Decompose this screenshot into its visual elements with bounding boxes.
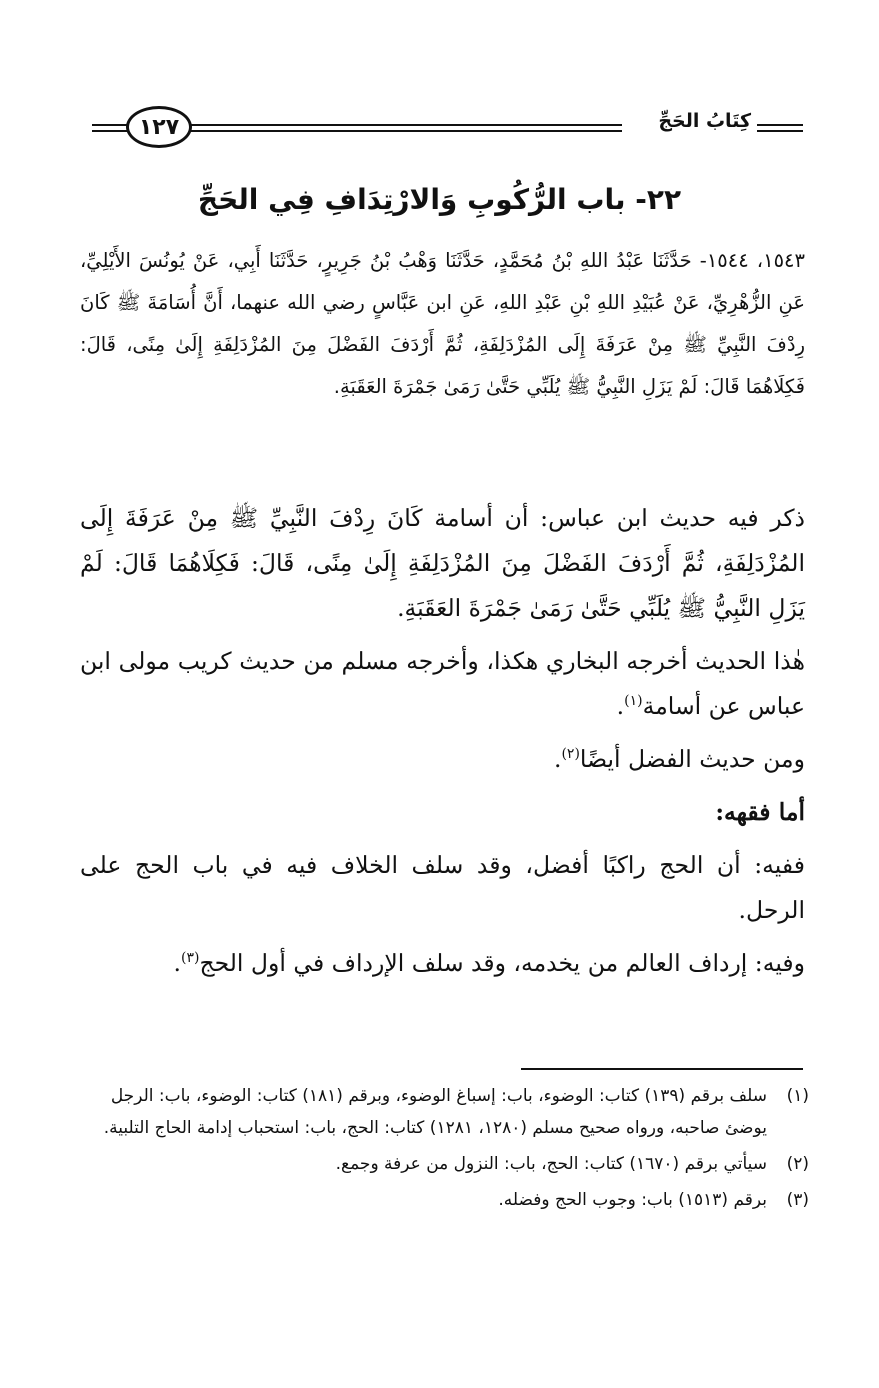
- footnote-divider: [521, 1068, 803, 1070]
- page-header: [82, 100, 807, 156]
- header-rule: [190, 124, 622, 126]
- page-number: ١٢٧: [126, 106, 192, 148]
- footnote-number: (٢): [786, 1154, 809, 1174]
- commentary-text: ومن حديث الفضل أيضًا: [579, 745, 805, 773]
- footnote-text: سيأتي برقم (١٦٧٠) كتاب: الحج، باب: النزول من عرفة وجمع.: [335, 1154, 767, 1174]
- commentary-paragraph: [80, 737, 805, 782]
- chapter-heading: ٢٢- باب الرُّكُوبِ وَالارْتِدَافِ فِي الحَجِّ: [197, 183, 682, 216]
- commentary-text: هٰذا الحديث أخرجه البخاري هكذا، وأخرجه مسلم من حديث كريب مولى ابن عباس عن أسامة: [80, 647, 805, 720]
- header-rule: [92, 124, 128, 126]
- commentary-paragraph: ففيه: أن الحج راكبًا أفضل، وقد سلف الخلاف فيه في باب الحج على الرحل.: [80, 851, 805, 924]
- header-rule: [757, 124, 803, 126]
- footnote-text: سلف برقم (١٣٩) كتاب: الوضوء، باب: إسباغ الوضوء، وبرقم (١٨١) كتاب: الوضوء، باب: الرجل يوضئ صاحبه، ورواه صحيح مسلم (١٢٨٠، ١٢٨١) كتاب: الحج، باب: استحباب إدامة الحاج التلبية.: [103, 1086, 767, 1138]
- footnote-ref: (٢): [561, 746, 580, 763]
- footnotes: [84, 1080, 809, 1220]
- commentary-text: .: [173, 949, 181, 977]
- commentary-text: وفيه: إرداف العالم من يخدمه، وقد سلف الإرداف في أول الحج: [199, 949, 805, 977]
- commentary-paragraph: [80, 941, 805, 986]
- commentary-paragraph: ذكر فيه حديث ابن عباس: أن أسامة كَانَ رِدْفَ النَّبِيِّ ﷺ مِنْ عَرَفَةَ إِلَى المُزْدَلِفَةِ، ثُمَّ أَرْدَفَ الفَضْلَ مِنَ المُزْدَلِفَةِ إِلَىٰ مِنًى، قَالَ: فَكِلَاهُمَا قَالَ: لَمْ يَزَلِ النَّبِيُّ ﷺ يُلَبِّي حَتَّىٰ رَمَىٰ جَمْرَةَ العَقَبَةِ.: [80, 504, 805, 622]
- hadith-text: ١٥٤٣، ١٥٤٤- حَدَّثَنَا عَبْدُ اللهِ بْنُ مُحَمَّدٍ، حَدَّثَنَا وَهْبُ بْنُ جَرِيرٍ، حَدَّثَنَا أَبِي، عَنْ يُونُسَ الأَيْلِيِّ، عَنِ الزُّهْرِيِّ، عَنْ عُبَيْدِ اللهِ بْنِ عَبْدِ اللهِ، عَنِ ابن عَبَّاسٍ رضي الله عنهما، أَنَّ أُسَامَةَ ﷺ كَانَ رِدْفَ النَّبِيِّ ﷺ مِنْ عَرَفَةَ إِلَى المُزْدَلِفَةِ، ثُمَّ أَرْدَفَ الفَضْلَ مِنَ المُزْدَلِفَةِ إِلَىٰ مِنًى، قَالَ: فَكِلَاهُمَا قَالَ: لَمْ يَزَلِ النَّبِيُّ ﷺ يُلَبِّي حَتَّىٰ رَمَىٰ جَمْرَةَ العَقَبَةِ.: [80, 249, 805, 398]
- footnote-item: [84, 1148, 809, 1180]
- commentary: [80, 496, 805, 994]
- header-rule: [92, 130, 128, 132]
- footnote-number: (١): [786, 1086, 809, 1106]
- footnote-item: [84, 1184, 809, 1216]
- section-heading: أما فقهه:: [715, 798, 805, 826]
- commentary-text: .: [616, 692, 625, 720]
- footnote-number: (٣): [786, 1190, 809, 1210]
- footnote-ref: (١): [624, 693, 643, 710]
- header-rule: [190, 130, 622, 132]
- commentary-paragraph: [80, 639, 805, 729]
- footnote-item: [84, 1080, 809, 1144]
- footnote-ref: (٣): [180, 950, 200, 967]
- commentary-text: .: [553, 745, 562, 773]
- header-rule: [757, 130, 803, 132]
- running-title: كِتَابُ الحَجِّ: [658, 110, 751, 132]
- footnote-text: برقم (١٥١٣) باب: وجوب الحج وفضله.: [498, 1190, 767, 1210]
